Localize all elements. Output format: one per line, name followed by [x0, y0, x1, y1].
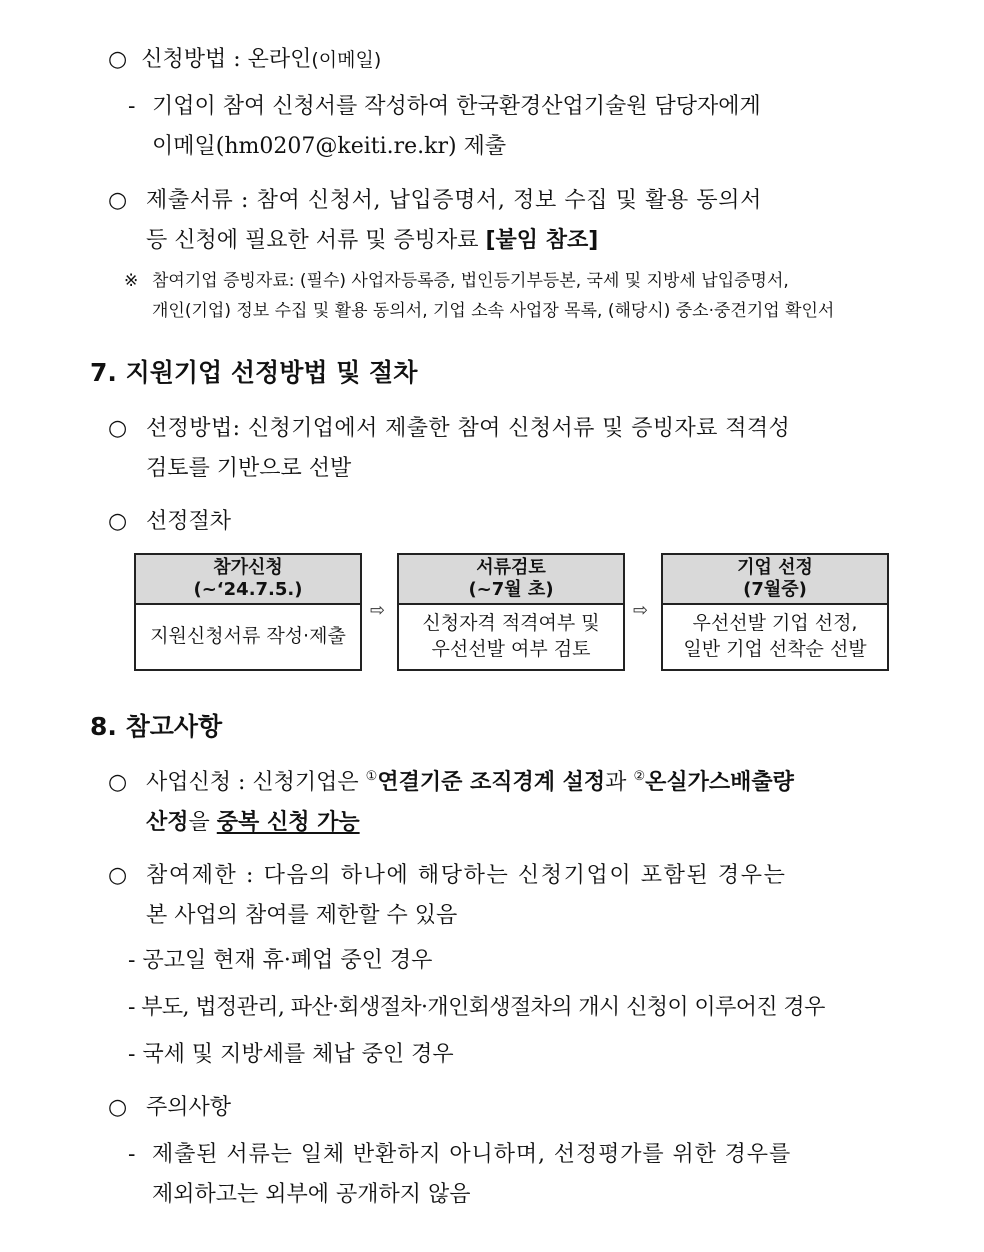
business-mid: 과	[605, 770, 627, 795]
restriction-item: - 공고일 현재 휴·폐업 중인 경우	[128, 948, 433, 973]
restriction-item: - 부도, 법정관리, 파산·회생절차·개인회생절차의 개시 신청이 이루어진 경우	[128, 995, 825, 1020]
flow-step-body	[136, 605, 360, 667]
flow-step-title: 기업 선정	[737, 557, 813, 578]
flow-step-selection	[661, 553, 889, 671]
restriction-line2: 본 사업의 참여를 제한할 수 있음	[146, 903, 458, 928]
flow-step-desc: 우선선발 기업 선정,	[692, 612, 858, 634]
documents-line1: 제출서류 : 참여 신청서, 납입증명서, 정보 수집 및 활용 동의서	[146, 188, 762, 213]
flow-step-period: (~‘24.7.5.)	[193, 579, 303, 600]
caution-line1: 제출된 서류는 일체 반환하지 아니하며, 선정평가를 위한 경우를	[152, 1142, 792, 1167]
business-bold2: 온실가스배출량	[645, 770, 794, 795]
apply-method-label-small: (이메일)	[311, 49, 382, 71]
flow-step-header	[663, 555, 887, 605]
business-line2-mid: 을	[188, 810, 210, 835]
flow-step-desc: 일반 기업 선착순 선발	[683, 638, 867, 660]
flow-step-desc: 우선선발 여부 검토	[431, 638, 591, 660]
flow-step-desc: 신청자격 적격여부 및	[422, 612, 600, 634]
flow-step-period: (7월중)	[743, 579, 807, 600]
restriction-item-text: 공고일 현재 휴·폐업 중인 경우	[142, 948, 433, 973]
bullet: ○	[108, 188, 128, 213]
procedure-label: 선정절차	[146, 509, 232, 534]
flow-step-review	[397, 553, 625, 671]
restriction-item-text: 국세 및 지방세를 체납 중인 경우	[142, 1042, 454, 1067]
flow-step-period: (~7월 초)	[468, 579, 554, 600]
note-line2: 개인(기업) 정보 수집 및 활용 동의서, 기업 소속 사업장 목록, (해당시) 중소·중견기업 확인서	[152, 301, 835, 321]
section8-title: 8. 참고사항	[90, 712, 223, 741]
flow-step-title: 참가신청	[213, 557, 283, 578]
flow-step-header	[399, 555, 623, 605]
section7-title: 7. 지원기업 선정방법 및 절차	[90, 358, 418, 387]
flow-step-body	[663, 605, 887, 667]
apply-method-line1-text: 기업이 참여 신청서를 작성하여 한국환경산업기술원 담당자에게	[152, 94, 761, 119]
bullet: ○	[108, 416, 128, 441]
flow-step-header	[136, 555, 360, 605]
dash: -	[128, 94, 136, 119]
dash: -	[128, 1142, 136, 1167]
restriction-line1: 참여제한 : 다음의 하나에 해당하는 신청기업이 포함된 경우는	[146, 863, 787, 888]
flow-step-body	[399, 605, 623, 667]
caution-label: 주의사항	[146, 1095, 232, 1120]
apply-method-label: 신청방법 : 온라인	[141, 47, 312, 72]
apply-method-line2: 이메일(hm0207@keiti.re.kr) 제출	[152, 134, 507, 159]
circled-one: ①	[365, 769, 378, 784]
bullet: ○	[108, 770, 128, 795]
note-mark: ※	[124, 271, 139, 291]
restriction-item-text: 부도, 법정관리, 파산·회생절차·개인회생절차의 개시 신청이 이루어진 경우	[141, 995, 825, 1020]
method-line1: 선정방법: 신청기업에서 제출한 참여 신청서류 및 증빙자료 적격성	[146, 416, 791, 441]
apply-method-item	[108, 45, 381, 75]
business-line2	[146, 808, 360, 838]
flow-step-title: 서류검토	[476, 557, 546, 578]
method-line2: 검토를 기반으로 선발	[146, 456, 352, 481]
apply-method-line1	[152, 92, 894, 122]
business-bold1: 연결기준 조직경계 설정	[377, 770, 606, 795]
business-line2-bold: 산정	[146, 810, 189, 835]
bullet: ○	[108, 47, 128, 72]
note-line1: 참여기업 증빙자료: (필수) 사업자등록증, 법인등기부등본, 국세 및 지방세 납입증명서,	[152, 271, 789, 291]
documents-attach-ref: [붙임 참조]	[485, 228, 599, 253]
caution-line2: 제외하고는 외부에 공개하지 않음	[152, 1182, 471, 1207]
business-duplicate-note: 중복 신청 가능	[216, 810, 360, 835]
business-line1	[146, 768, 794, 798]
right-arrow-icon: ⇨	[370, 600, 386, 621]
restriction-item: - 국세 및 지방세를 체납 중인 경우	[128, 1042, 454, 1067]
bullet: ○	[108, 863, 128, 888]
bullet: ○	[108, 509, 128, 534]
right-arrow-icon: ⇨	[633, 600, 649, 621]
documents-line2	[146, 226, 598, 256]
documents-line2-text: 등 신청에 필요한 서류 및 증빙자료	[146, 228, 479, 253]
flow-step-apply	[134, 553, 362, 671]
business-prefix: 사업신청 : 신청기업은	[146, 770, 359, 795]
bullet: ○	[108, 1095, 128, 1120]
circled-two: ②	[633, 769, 646, 784]
flow-step-desc: 지원신청서류 작성·제출	[150, 625, 346, 647]
